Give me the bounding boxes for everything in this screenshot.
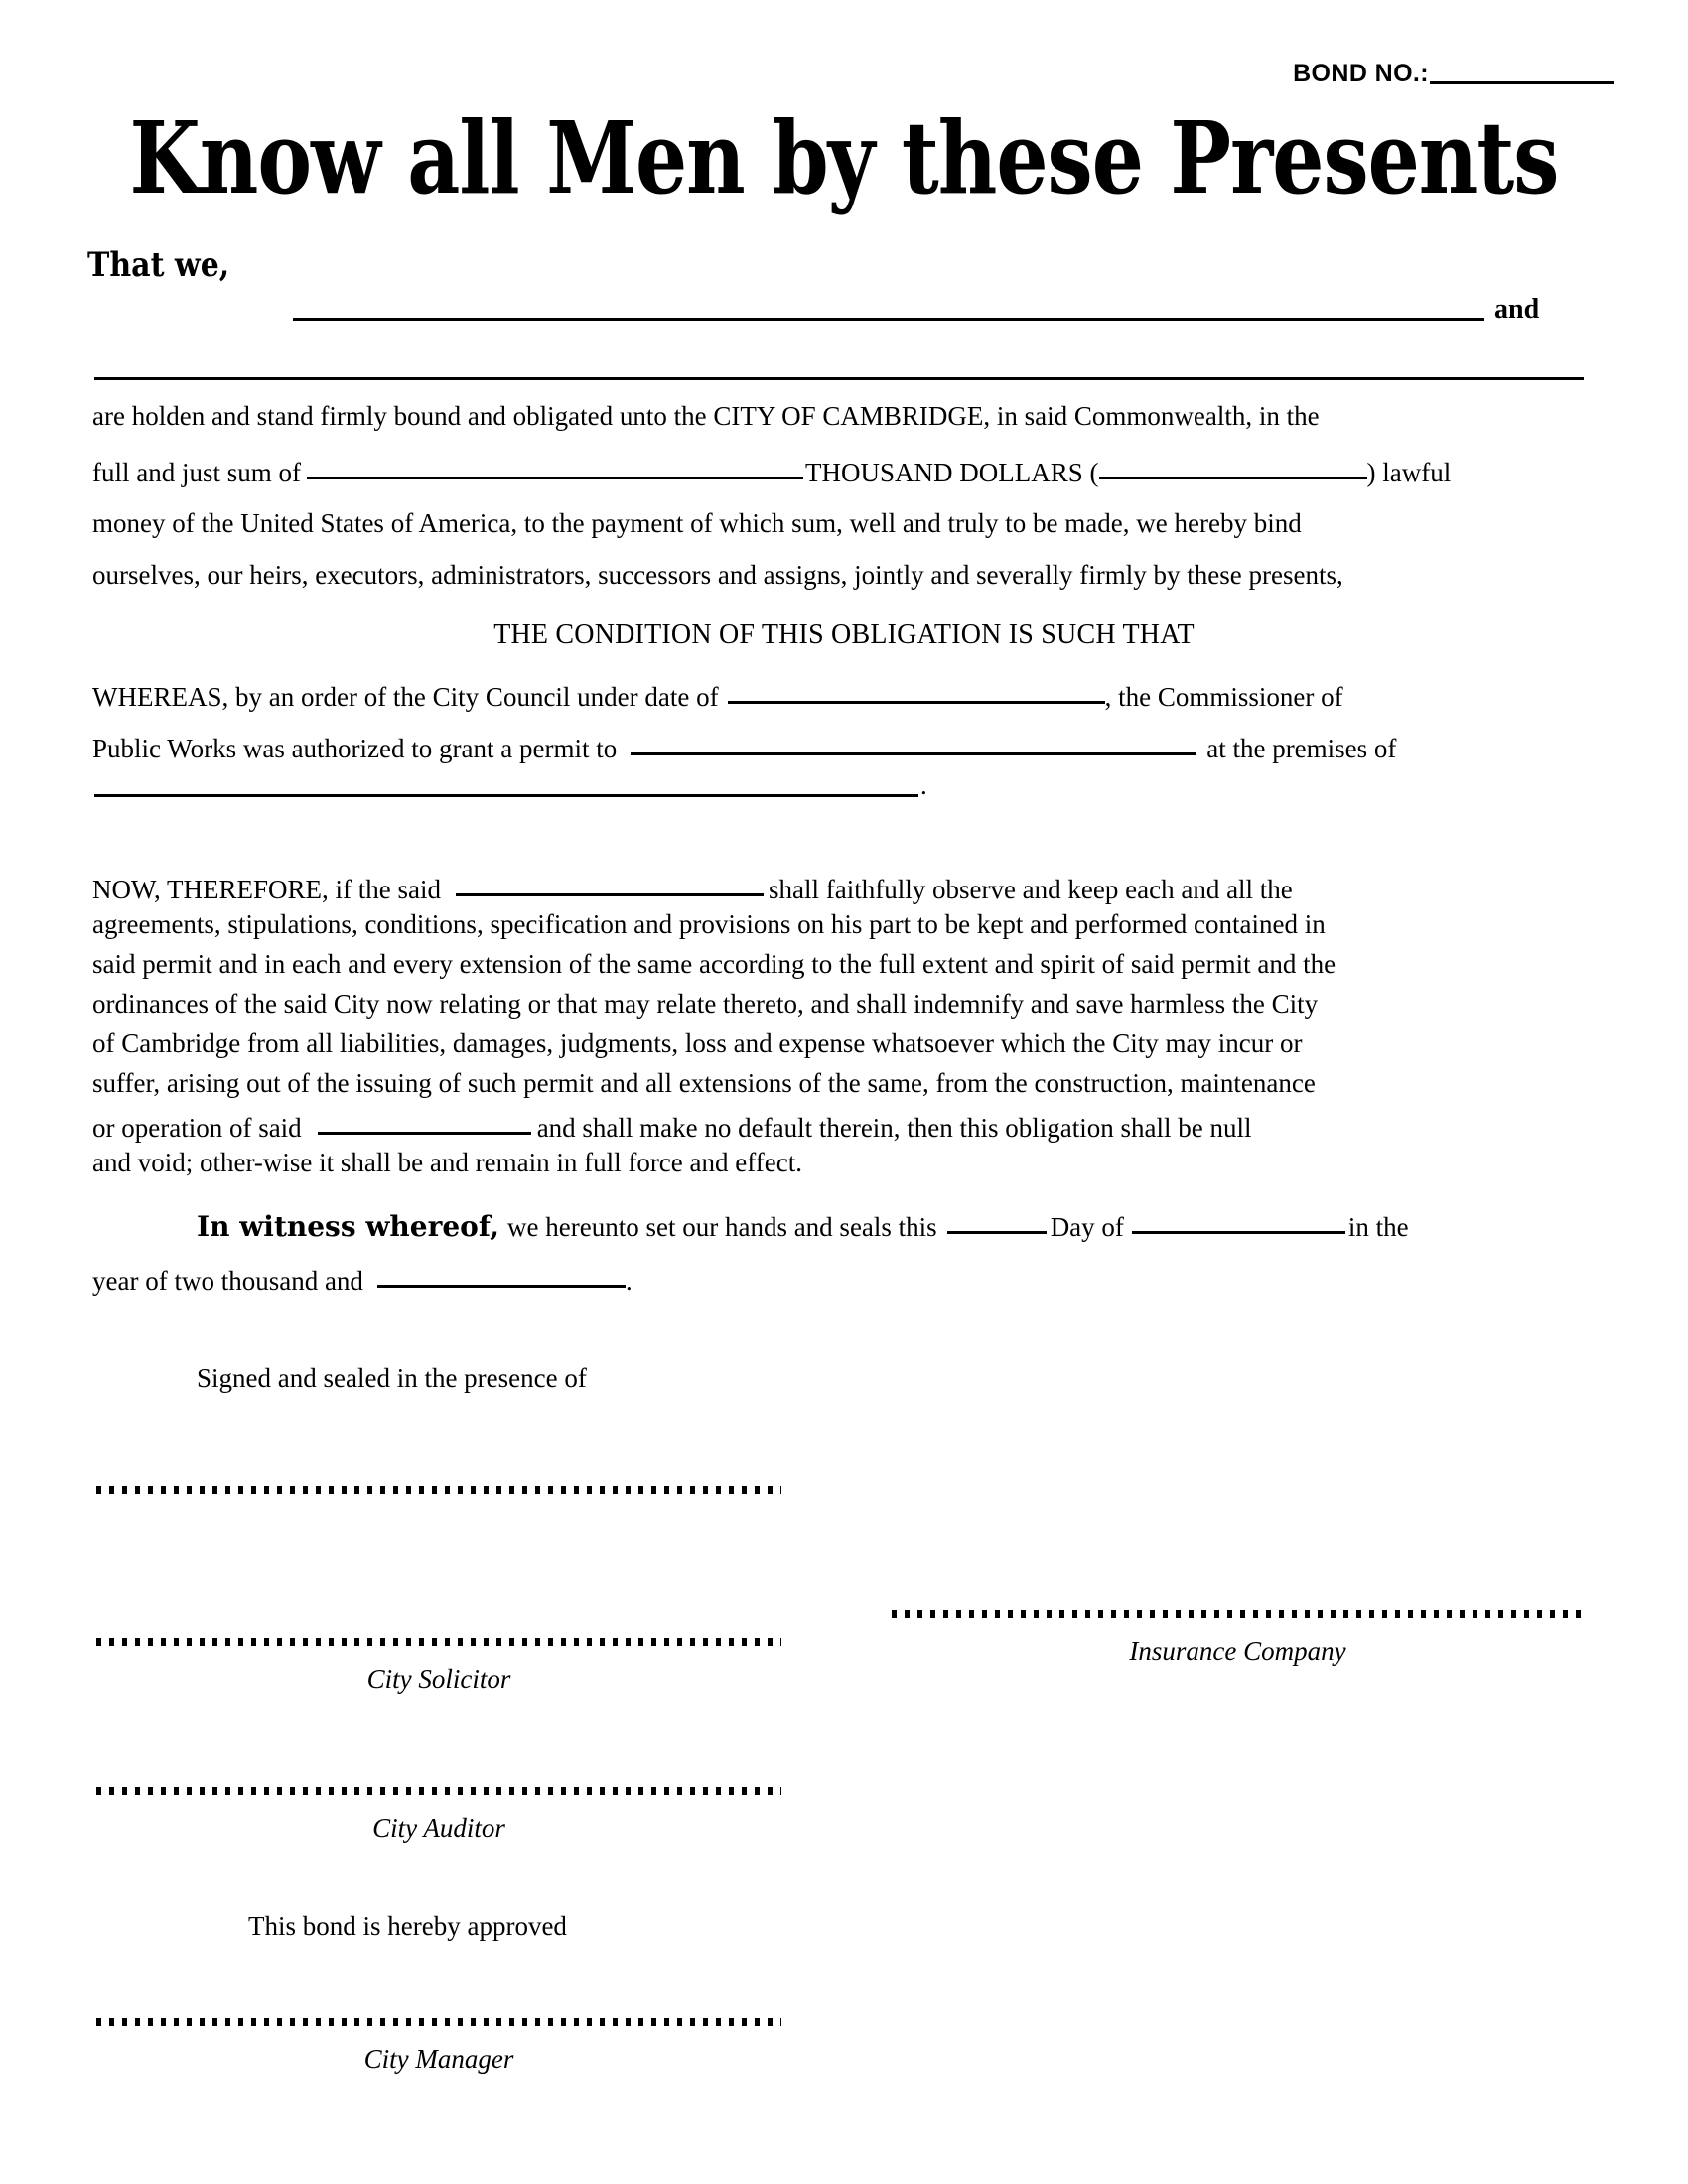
day-number-blank[interactable] bbox=[947, 1209, 1047, 1234]
sum-amount-figures-blank[interactable] bbox=[1099, 455, 1367, 479]
insurance-company-signature-line[interactable] bbox=[892, 1610, 1584, 1618]
year-prefix: year of two thousand and bbox=[92, 1266, 363, 1296]
city-solicitor-signature-line[interactable] bbox=[96, 1638, 781, 1646]
signed-sealed-label: Signed and sealed in the presence of bbox=[197, 1363, 587, 1393]
public-works-prefix: Public Works was authorized to grant a permit to bbox=[92, 734, 618, 763]
witness-signature-line-1[interactable] bbox=[96, 1486, 781, 1494]
sum-line bbox=[92, 455, 1451, 486]
city-manager-signature-line[interactable] bbox=[96, 2018, 781, 2026]
whereas-line bbox=[92, 679, 1343, 711]
para-line-5: of Cambridge from all liabilities, damages, judgments, loss and expense whatsoever which the City may incur or bbox=[92, 1028, 1303, 1058]
now-therefore-prefix: NOW, THEREFORE, if the said bbox=[92, 875, 441, 904]
public-works-line bbox=[92, 731, 1396, 762]
year-blank[interactable] bbox=[377, 1263, 626, 1288]
year-line bbox=[92, 1263, 633, 1295]
sum-suffix: ) lawful bbox=[1366, 458, 1452, 487]
whereas-suffix: , the Commissioner of bbox=[1104, 682, 1343, 712]
principal-name-blank-1[interactable] bbox=[293, 318, 1484, 321]
month-blank[interactable] bbox=[1132, 1209, 1345, 1234]
year-period: . bbox=[625, 1266, 633, 1296]
city-auditor-signature-line[interactable] bbox=[96, 1787, 781, 1795]
witness-line bbox=[197, 1209, 1409, 1241]
bond-number-field[interactable] bbox=[1293, 60, 1614, 88]
para-7-prefix: or operation of said bbox=[92, 1113, 302, 1143]
holden-line: are holden and stand firmly bound and obligated unto the CITY OF CAMBRIDGE, in said Commonwealth, in the bbox=[92, 401, 1320, 431]
money-line: money of the United States of America, to the payment of which sum, well and truly to be made, we hereby bind bbox=[92, 508, 1302, 538]
principal-name-blank-2[interactable] bbox=[94, 377, 1584, 380]
principal-name-blank-3[interactable] bbox=[456, 872, 764, 896]
witness-mid-3: in the bbox=[1347, 1212, 1409, 1242]
para-line-4: ordinances of the said City now relating or that may relate thereto, and shall indemnify and save harmless the City bbox=[92, 989, 1319, 1019]
approved-label: This bond is hereby approved bbox=[248, 1911, 567, 1941]
city-manager-label: City Manager bbox=[363, 2044, 514, 2074]
witness-gothic-label: In witness whereof, bbox=[197, 1210, 500, 1243]
council-order-date-blank[interactable] bbox=[728, 679, 1105, 704]
insurance-company-label: Insurance Company bbox=[1129, 1636, 1346, 1666]
and-connector: and bbox=[1494, 294, 1540, 325]
witness-mid-2: Day of bbox=[1050, 1212, 1124, 1242]
para-7-suffix: and shall make no default therein, then this obligation shall be null bbox=[536, 1113, 1252, 1143]
permittee-name-blank[interactable] bbox=[631, 731, 1196, 755]
public-works-suffix: at the premises of bbox=[1206, 734, 1397, 763]
sum-amount-words-blank[interactable] bbox=[307, 455, 803, 479]
para-line-8: and void; other-wise it shall be and remain in full force and effect. bbox=[92, 1148, 802, 1177]
para-line-7 bbox=[92, 1110, 1252, 1142]
premises-address-blank[interactable] bbox=[94, 794, 918, 797]
page-title: Know all Men by these Presents bbox=[129, 100, 1559, 217]
para-line-6: suffer, arising out of the issuing of such permit and all extensions of the same, from the construction, maintenance bbox=[92, 1068, 1316, 1098]
operation-of-said-blank[interactable] bbox=[318, 1110, 531, 1135]
para-line-2: agreements, stipulations, conditions, specification and provisions on his part to be kept and performed contained in bbox=[92, 909, 1326, 939]
condition-heading: THE CONDITION OF THIS OBLIGATION IS SUCH THAT bbox=[493, 619, 1195, 650]
para-line-3: said permit and in each and every extension of the same according to the full extent and spirit of said permit and the bbox=[92, 949, 1336, 979]
bond-number-blank[interactable] bbox=[1430, 81, 1614, 84]
sum-mid: THOUSAND DOLLARS ( bbox=[805, 458, 1099, 487]
bond-number-label: BOND NO.: bbox=[1293, 60, 1429, 87]
ourselves-line: ourselves, our heirs, executors, administrators, successors and assigns, jointly and severally firmly by these presents, bbox=[92, 560, 1343, 590]
witness-mid-1: we hereunto set our hands and seals this bbox=[507, 1212, 937, 1242]
now-therefore-suffix: shall faithfully observe and keep each and all the bbox=[769, 875, 1293, 904]
city-auditor-label: City Auditor bbox=[372, 1813, 505, 1843]
city-solicitor-label: City Solicitor bbox=[366, 1664, 511, 1694]
whereas-prefix: WHEREAS, by an order of the City Council under date of bbox=[92, 682, 719, 712]
premises-period: . bbox=[920, 770, 927, 800]
now-therefore-line bbox=[92, 872, 1293, 903]
sum-prefix: full and just sum of bbox=[92, 458, 301, 487]
that-we-label: That we, bbox=[87, 246, 230, 286]
